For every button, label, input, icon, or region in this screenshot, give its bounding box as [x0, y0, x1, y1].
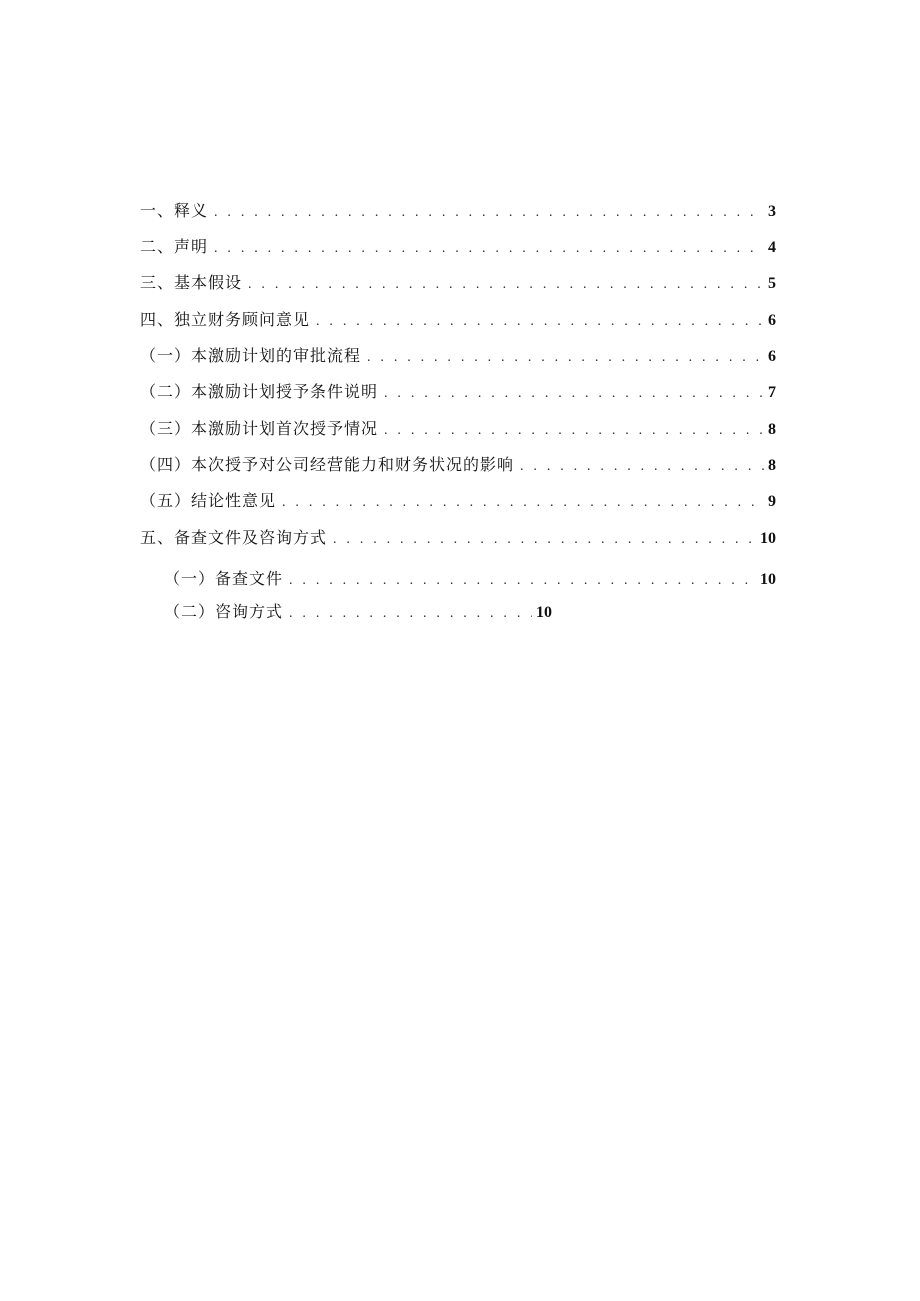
toc-entry[interactable] [164, 600, 552, 624]
toc-dot-leader [333, 528, 756, 552]
toc-entry[interactable] [140, 489, 776, 513]
toc-dot-leader [367, 346, 764, 370]
toc-entry[interactable] [140, 308, 776, 332]
toc-page-number: 7 [768, 384, 776, 401]
toc-entry[interactable] [140, 235, 776, 259]
toc-entry[interactable] [140, 417, 776, 441]
toc-page-number: 10 [760, 571, 776, 588]
toc-page-number: 3 [768, 203, 776, 220]
toc-dot-leader [214, 237, 764, 261]
toc-entry-title: （五）结论性意见 [140, 491, 277, 510]
toc-entry[interactable] [140, 526, 776, 550]
toc-entry[interactable] [140, 344, 776, 368]
toc-entry-title: （二）本激励计划授予条件说明 [140, 382, 379, 401]
toc-page-number: 9 [768, 493, 776, 510]
toc-entry-title: 三、基本假设 [140, 273, 243, 292]
toc-dot-leader [289, 602, 532, 626]
toc-dot-leader [384, 382, 764, 406]
toc-entry[interactable] [140, 380, 776, 404]
toc-page-number: 8 [768, 457, 776, 474]
toc-entry-title: （一）本激励计划的审批流程 [140, 346, 362, 365]
toc-page-number: 6 [768, 348, 776, 365]
toc-dot-leader [248, 273, 764, 297]
toc-page-number: 4 [768, 239, 776, 256]
toc-entry-title: （一）备查文件 [164, 569, 284, 588]
toc-page-number: 10 [536, 604, 552, 621]
toc-page-number: 8 [768, 421, 776, 438]
toc-dot-leader [316, 310, 764, 334]
toc-entry[interactable] [164, 567, 776, 591]
toc-entry[interactable] [140, 271, 776, 295]
toc-entry[interactable] [140, 453, 776, 477]
toc-dot-leader [384, 419, 764, 443]
toc-page-number: 5 [768, 275, 776, 292]
toc-entry-title: （三）本激励计划首次授予情况 [140, 419, 379, 438]
toc-dot-leader [520, 455, 764, 479]
toc-entry-title: （二）咨询方式 [164, 602, 284, 621]
toc-page-number: 6 [768, 312, 776, 329]
toc-entry[interactable] [140, 199, 776, 223]
toc-entry-title: 二、声明 [140, 237, 209, 256]
toc-dot-leader [214, 201, 764, 225]
toc-entry-title: 五、备查文件及咨询方式 [140, 528, 328, 547]
toc-entry-title: 四、独立财务顾问意见 [140, 310, 311, 329]
toc-entry-title: 一、释义 [140, 201, 209, 220]
toc-dot-leader [282, 491, 764, 515]
toc-entry-title: （四）本次授予对公司经营能力和财务状况的影响 [140, 455, 515, 474]
toc-page-number: 10 [760, 530, 776, 547]
toc-dot-leader [289, 569, 756, 593]
